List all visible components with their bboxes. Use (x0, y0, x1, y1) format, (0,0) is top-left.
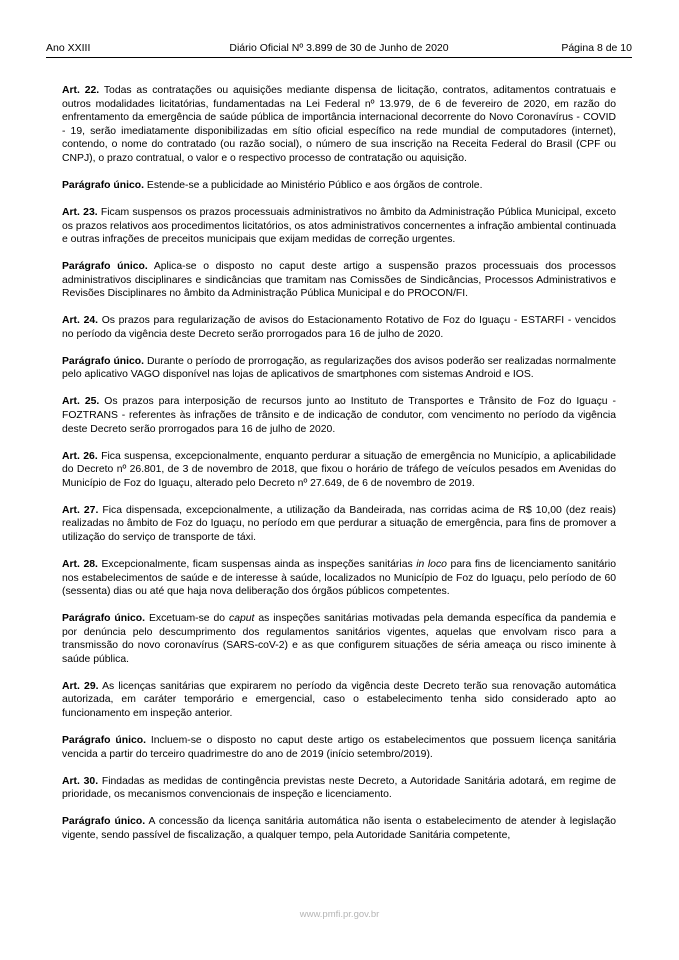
article-text: As licenças sanitárias que expirarem no período da vigência deste Decreto terão sua renovação automática autorizada, em caráter temporário e emergencial, caso o estabelecimento tenha sido considerado apto ao funcionamento em inspeção anterior. (62, 680, 616, 720)
article-29-sole-paragraph (62, 734, 616, 761)
article-24 (62, 314, 616, 341)
paragraph-label: Parágrafo único. (62, 735, 146, 747)
paragraph-label: Parágrafo único. (62, 816, 146, 828)
article-label: Art. 30. (62, 775, 99, 787)
italic-term: in loco (416, 558, 447, 570)
article-27 (62, 504, 616, 545)
paragraph-text: Excetuam-se do (145, 613, 229, 625)
article-30-sole-paragraph (62, 815, 616, 842)
article-30 (62, 775, 616, 802)
article-text: Fica dispensada, excepcionalmente, a utilização da Bandeirada, nas corridas acima de R$ 10,00 (dez reais) realizadas no âmbito de Foz do Iguaçu, no período em que perdurar a situação de emergência, para fins de promover a utilização do serviço de transporte de táxi. (62, 504, 616, 543)
article-24-sole-paragraph (62, 355, 616, 382)
header-page-number: Página 8 de 10 (561, 42, 632, 54)
article-text: Ficam suspensos os prazos processuais administrativos no âmbito da Administração Pública Municipal, exceto os prazos relativos aos procedimentos licitatórios, os atos administrativos concernentes a infração ambiental continuada e outras infrações de preceitos municipais que exijam medidas de correção urgentes. (62, 206, 616, 246)
article-text: Findadas as medidas de contingência previstas neste Decreto, a Autoridade Sanitária adotará, em regime de prioridade, os mecanismos convencionais de inspeção e licenciamento. (62, 775, 616, 801)
header-year: Ano XXIII (46, 42, 91, 54)
paragraph-text: Estende-se a publicidade ao Ministério Público e aos órgãos de controle. (144, 179, 483, 191)
paragraph-text: Aplica-se o disposto no caput deste artigo a suspensão prazos processuais dos processos administrativos disciplinares e sindicâncias que tramitam nas Comissões de Sindicâncias, Processos Administrativos e Revisões Disciplinares no âmbito da Administração Pública Municipal e do PROCON/FI. (62, 261, 616, 300)
paragraph-label: Parágrafo único. (62, 613, 146, 625)
article-28 (62, 558, 616, 599)
paragraph-text: Durante o período de prorrogação, as regularizações dos avisos poderão ser realizadas normalmente pelo aplicativo VAGO disponível nas lojas de aplicativos de smartphones com sistemas Android e IOS. (62, 355, 616, 381)
header-edition: Diário Oficial Nº 3.899 de 30 de Junho de 2020 (229, 42, 449, 54)
paragraph-label: Parágrafo único. (62, 261, 148, 273)
article-label: Art. 28. (62, 558, 98, 570)
paragraph-label: Parágrafo único. (62, 179, 144, 191)
paragraph-text: A concessão da licença sanitária automática não isenta o estabelecimento de atender à legislação vigente, sendo passível de fiscalização, a qualquer tempo, pela Autoridade Sanitária competente, (62, 816, 616, 841)
paragraph-label: Parágrafo único. (62, 355, 145, 367)
article-text: Fica suspensa, excepcionalmente, enquanto perdurar a situação de emergência no Município, a aplicabilidade do Decreto nº 26.801, de 3 de novembro de 2018, que fixou o horário de tráfego de veículos pesados em Avenidas do Município de Foz do Iguaçu, alterado pelo Decreto nº 27.649, de 6 de novembro de 2019. (62, 450, 616, 489)
article-23-sole-paragraph (62, 260, 616, 301)
page-header (46, 41, 632, 58)
article-29 (62, 680, 616, 721)
article-text: Todas as contratações ou aquisições mediante dispensa de licitação, contratos, aditamentos contratuais e outros modalidades licitatórias, fundamentadas na Lei Federal nº 13.979, de 6 de fevereiro de 2020, em razão do enfrentamento da emergência de saúde pública de importância internacional decorrente do Novo Coronavírus - COVID - 19, serão imediatamente disponibilizadas em sítio oficial específico na rede mundial de computadores (internet), contendo, o nome do contratado (ou razão social), o número de sua inscrição na Receita Federal do Brasil (CPF ou CNPJ), o prazo contratual, o valor e o respectivo processo de contratação ou aquisição. (62, 85, 616, 164)
article-26 (62, 450, 616, 491)
italic-term: caput (229, 613, 255, 625)
article-text-continued: para fins de licenciamento sanitário nos estabelecimentos de saúde e de interesse à saúde, localizados no Município de Foz do Iguaçu, pelo período de 60 (sessenta) dias ou até que haja nova deliberação dos órgãos públicos competentes. (62, 558, 616, 598)
article-22-sole-paragraph (62, 179, 616, 193)
article-label: Art. 29. (62, 680, 99, 692)
article-text: Os prazos para interposição de recursos junto ao Instituto de Transportes e Trânsito de Foz do Iguaçu - FOZTRANS - referentes às infrações de trânsito e de indicação de condutor, com vencimento no período da vigência deste Decreto serão prorrogados para 16 de julho de 2020. (62, 396, 616, 435)
article-label: Art. 24. (62, 315, 99, 327)
article-label: Art. 22. (62, 85, 100, 96)
article-23 (62, 206, 616, 247)
paragraph-text-continued: as inspeções sanitárias motivadas pela demanda específica da pandemia e por denúncia pelo descumprimento dos regulamentos sanitários vigentes, aquelas que envolvam risco para a transmissão do novo coronavírus (SARS-coV-2) e as que configurem situações de séria ameaça ou risco iminente à saúde pública. (62, 613, 616, 665)
article-label: Art. 27. (62, 504, 99, 516)
article-text: Os prazos para regularização de avisos do Estacionamento Rotativo de Foz do Iguaçu - ESTARFI - vencidos no período da vigência deste Decreto serão prorrogados para 16 de julho de 2020. (62, 315, 616, 340)
article-22 (62, 84, 616, 166)
paragraph-text: Incluem-se o disposto no caput deste artigo os estabelecimentos que possuem licença sanitária vencida a partir do terceiro quadrimestre do ano de 2019 (início setembro/2019). (62, 735, 616, 760)
document-body (62, 84, 616, 856)
article-28-sole-paragraph (62, 612, 616, 666)
article-25 (62, 395, 616, 436)
footer-website-link[interactable]: www.pmfi.pr.gov.br (299, 909, 380, 920)
article-text: Excepcionalmente, ficam suspensas ainda as inspeções sanitárias (97, 558, 417, 570)
article-label: Art. 25. (62, 396, 100, 408)
article-label: Art. 23. (62, 206, 98, 218)
article-label: Art. 26. (62, 450, 98, 462)
